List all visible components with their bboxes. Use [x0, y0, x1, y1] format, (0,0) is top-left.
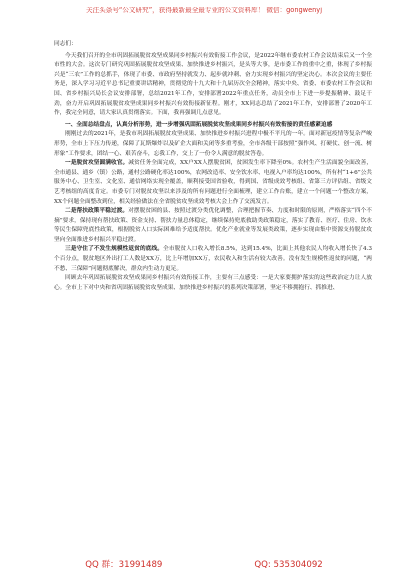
paragraph-text: 一、全面总结盘点，认真分析形势，进一步增强巩固拓展脱贫攻坚成果同乡村振兴有效衔接的责任感紧迫感 [65, 121, 333, 128]
paragraph [54, 159, 372, 207]
paragraph-lead: 二是帮扶政策平稳过渡。 [65, 208, 129, 215]
paragraph-lead: 三是守住了不发生规模性返贫的底线。 [65, 246, 164, 253]
header-banner [6, 7, 402, 14]
paragraph [54, 130, 372, 159]
greeting: 同志们： [54, 41, 77, 47]
paragraph [54, 274, 372, 293]
paragraph [54, 245, 372, 274]
qq-group-number: QQ 群：31991489 [85, 560, 163, 570]
paragraph-text: 回顾去年巩固拓展脱贫攻坚成果同乡村振兴有效衔接工作，主要有三点感受：一是大家要拥护落实的这些政治定力让人放心。全市上下对中央和省巩固拓展脱贫攻坚成果、加快推进乡村振兴的系列决策部署，坚定不移拥抱行、抓推进、 [54, 275, 372, 291]
paragraph-text: 全市脱贫人口收入增长8.5%，达到15.4%，比面上其他农民人均收入增长快了4.3个百分点，脱贫地区外出打工人数是XX万，比上年增加XX万，农民收入和生活有较大改善。没有发生规模性返贫的问题，“两不愁、三保障”问题彻底解决，群众内生动力更足。 [54, 246, 373, 272]
paragraph-text: 减贫任务全面完成，XX户XX人摆脱贫困，贫困发生率下降至0%。农村生产生活面貌全面改善，全市通县、通乡（镇）公路，通村公路硬化率达100%，农网改造率、安全饮水率、电视入户率均达100%，所有村“1+6”公共服务中心、卫生室、文化室、通信网络实现全覆盖，顺利接受国省验收，得到国、省级成效考核组、省第三方评估组、省级文艺考核组的高度肯定。市委专门对脱贫攻坚以来涉及的所有问题进行全面梳理，建立工作台账，建立一个问题一个整改方案，XX个问题全面整改到位，相关经验做法在全省脱贫攻坚成效考核大会上作了交流发言。 [54, 160, 373, 205]
paragraph-text: 刚刚过去的2021年，是我市巩固拓展脱贫攻坚成果、加快推进乡村振兴进程中极不平凡的一年。面对新冠疫情等复杂严峻形势，全市上下压力传递，保障了瓦斯爆炸以及矿企大面和关闭等多重考验，全市各级干部按照“强作风、打硬仗、创一流、树形象”工作要求，团结一心、艰苦奋斗，忘我工作，交上了一份令人满意的脱贫答卷。 [54, 131, 372, 157]
footer [0, 560, 408, 570]
qq-number: QQ: 535304092 [254, 560, 323, 570]
document-body [54, 40, 372, 293]
banner-line: 关注头条号“公文研究”，获得最新最全最专业的公文资料库！ 微信：gongwenyj [85, 7, 323, 14]
paragraph-lead: 一是脱贫攻坚圆满收官。 [65, 160, 129, 167]
document-content [54, 52, 372, 294]
paragraph [54, 52, 372, 119]
section-heading [54, 121, 372, 131]
paragraph-text: 今天我们召开的全市巩固拓展脱贫攻坚成果同乡村振兴有效衔接工作会议，是2022年继市委农村工作会议结束后又一个全市性的大会。这次专门研究巩固拓展脱贫攻坚成果、加快推进乡村振兴，是头等大事，是市委工作的重中之重，体现了乡村振兴是“三农”工作的总抓手，体现了市委、市政府坚持就发力、起步就冲刺、奋力实现乡村振兴的坚定决心。本次会议的主要任务是，深入学习习近平总书记重要讲话精神，贯彻党的十九大和十九届历次全会精神，落实中央、省委、市委农村工作会议和国、省乡村振兴局长会议安排部署，总结2021年工作，安排部署2022年重点任务，动员全市上下进一步提振精神、鼓足干劲，奋力开启巩固拓展脱贫攻坚成果同乡村振兴有效衔接新征程。刚才，XX同志总结了2021年工作，安排部署了2020年工作，我完全同意，请大家认真贯彻落实。下面，我再强调几点意见。 [54, 52, 372, 117]
paragraph [54, 207, 372, 245]
paragraph-text: 对摆脱贫困的县、按照过渡分类优化调整，合理把握节奏、力度和时限的原则，严格落实“四个不摘”要求，保持现有帮扶政策、资金支持、帮扶力量总体稳定，继续保持兜底救助类政策稳定，落实了教育、医疗、住房、饮水等民生保障兜底性政策，根据脱贫人口实际困难给予适度帮扶。优化产业就业等发展类政策，逐步实现由集中资源支持脱贫攻坚向全面推进乡村振兴平稳过渡。 [54, 208, 372, 243]
